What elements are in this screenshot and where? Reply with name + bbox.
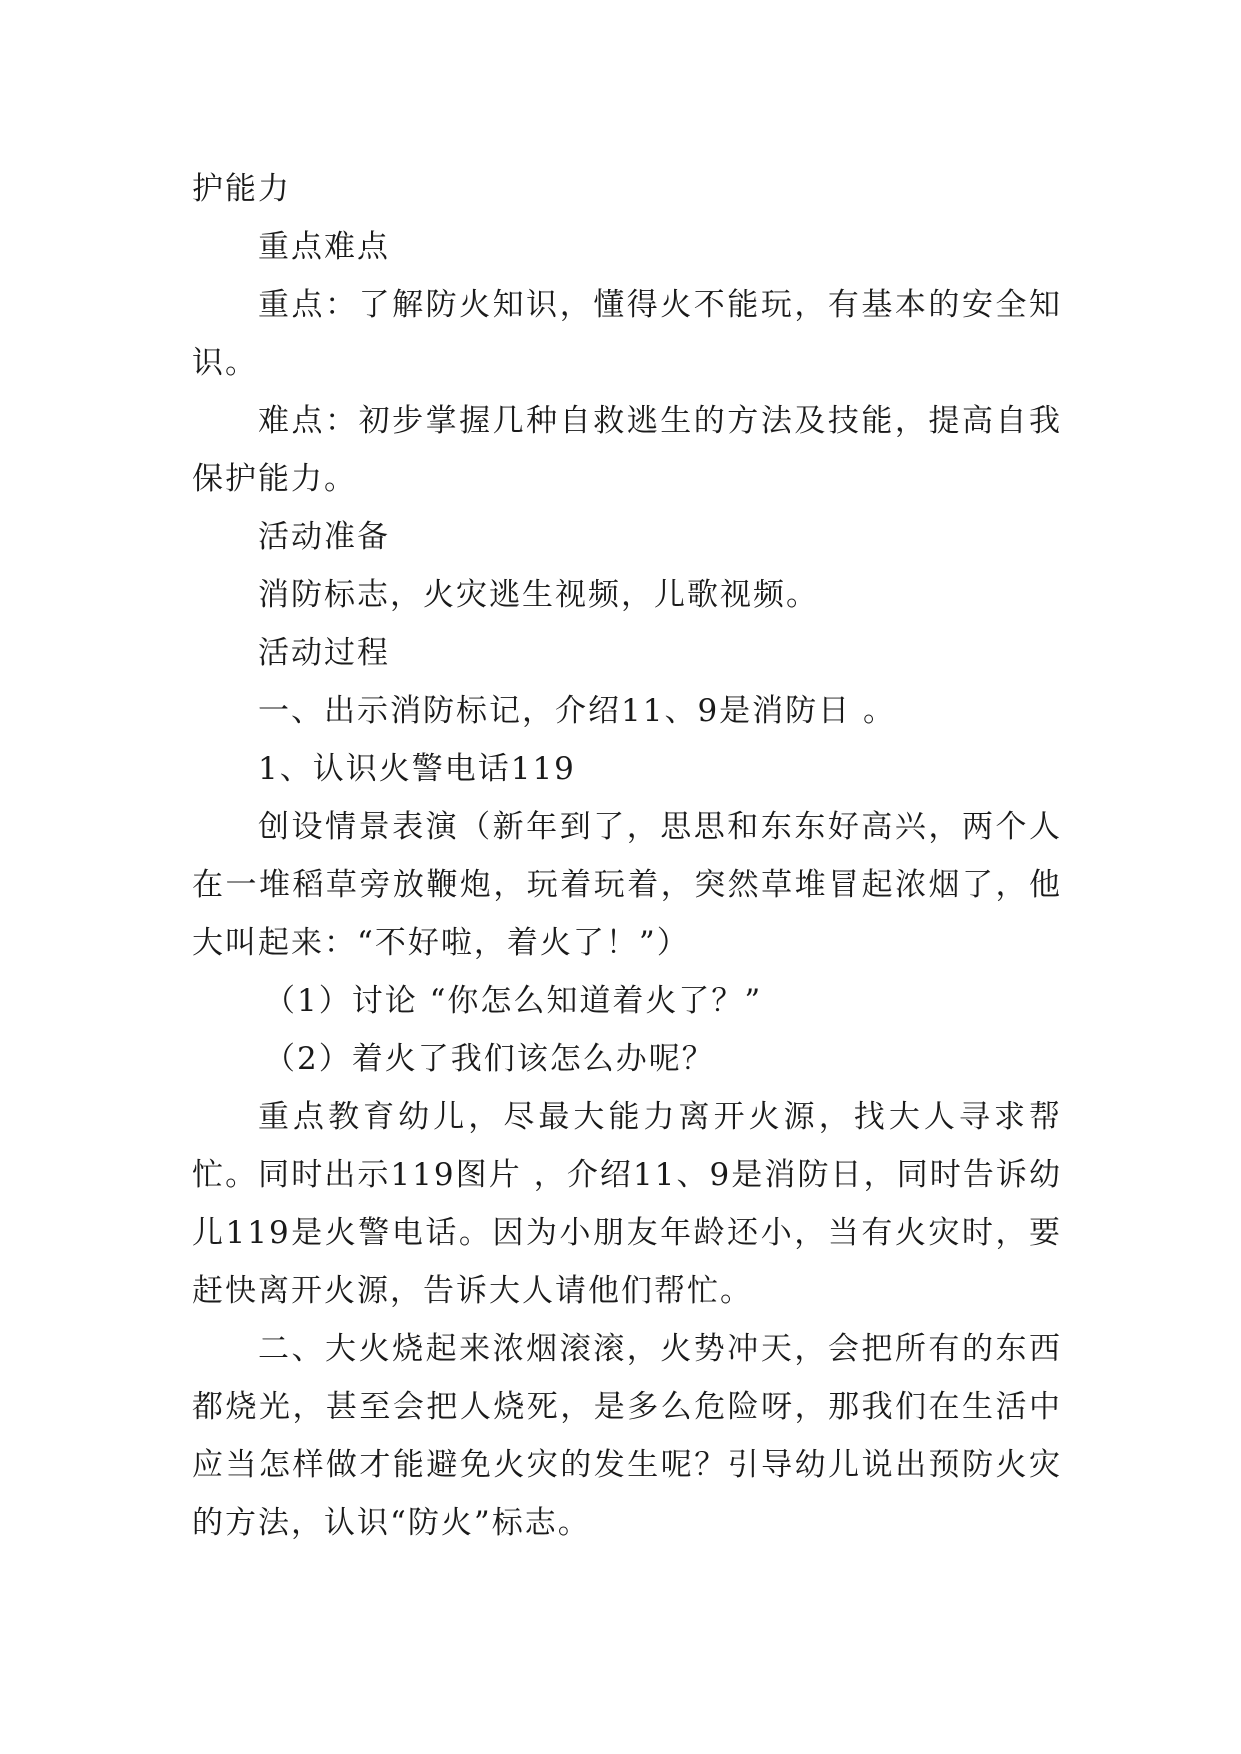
paragraph-discussion-2: （2）着火了我们该怎么办呢？: [264, 1041, 715, 1077]
paragraph-continuation: 护能力: [192, 171, 291, 207]
paragraph-discussion-1: （1）讨论 “你怎么知道着火了？”: [264, 983, 763, 1019]
paragraph-scenario: 创设情景表演（新年到了，思思和东东好高兴，两个人在一堆稻草旁放鞭炮，玩着玩着，突然草堆冒起浓烟了，他大叫起来：“不好啦，着火了！”）: [192, 809, 1062, 961]
heading-preparation: 活动准备: [258, 519, 390, 555]
paragraph-preparation: 消防标志，火灾逃生视频，儿歌视频。: [258, 577, 819, 613]
paragraph-step-one: 一、出示消防标记，介绍11、9是消防日 。: [258, 693, 897, 729]
document-body: [192, 160, 1062, 1552]
heading-process: 活动过程: [258, 635, 390, 671]
paragraph-step-one-sub: 1、认识火警电话119: [258, 751, 576, 787]
heading-key-points: 重点难点: [258, 229, 390, 265]
paragraph-difficulty: 难点：初步掌握几种自救逃生的方法及技能，提高自我保护能力。: [192, 403, 1062, 497]
paragraph-key-point: 重点：了解防火知识，懂得火不能玩，有基本的安全知识。: [192, 287, 1062, 381]
paragraph-step-two: 二、大火烧起来浓烟滚滚，火势冲天，会把所有的东西都烧光，甚至会把人烧死，是多么危险呀，那我们在生活中应当怎样做才能避免火灾的发生呢？引导幼儿说出预防火灾的方法，认识“防火”标志。: [192, 1331, 1062, 1541]
paragraph-education: 重点教育幼儿，尽最大能力离开火源，找大人寻求帮忙。同时出示119图片 ，介绍11、9是消防日，同时告诉幼儿119是火警电话。因为小朋友年龄还小，当有火灾时，要赶快离开火源，告诉大人请他们帮忙。: [192, 1099, 1062, 1309]
